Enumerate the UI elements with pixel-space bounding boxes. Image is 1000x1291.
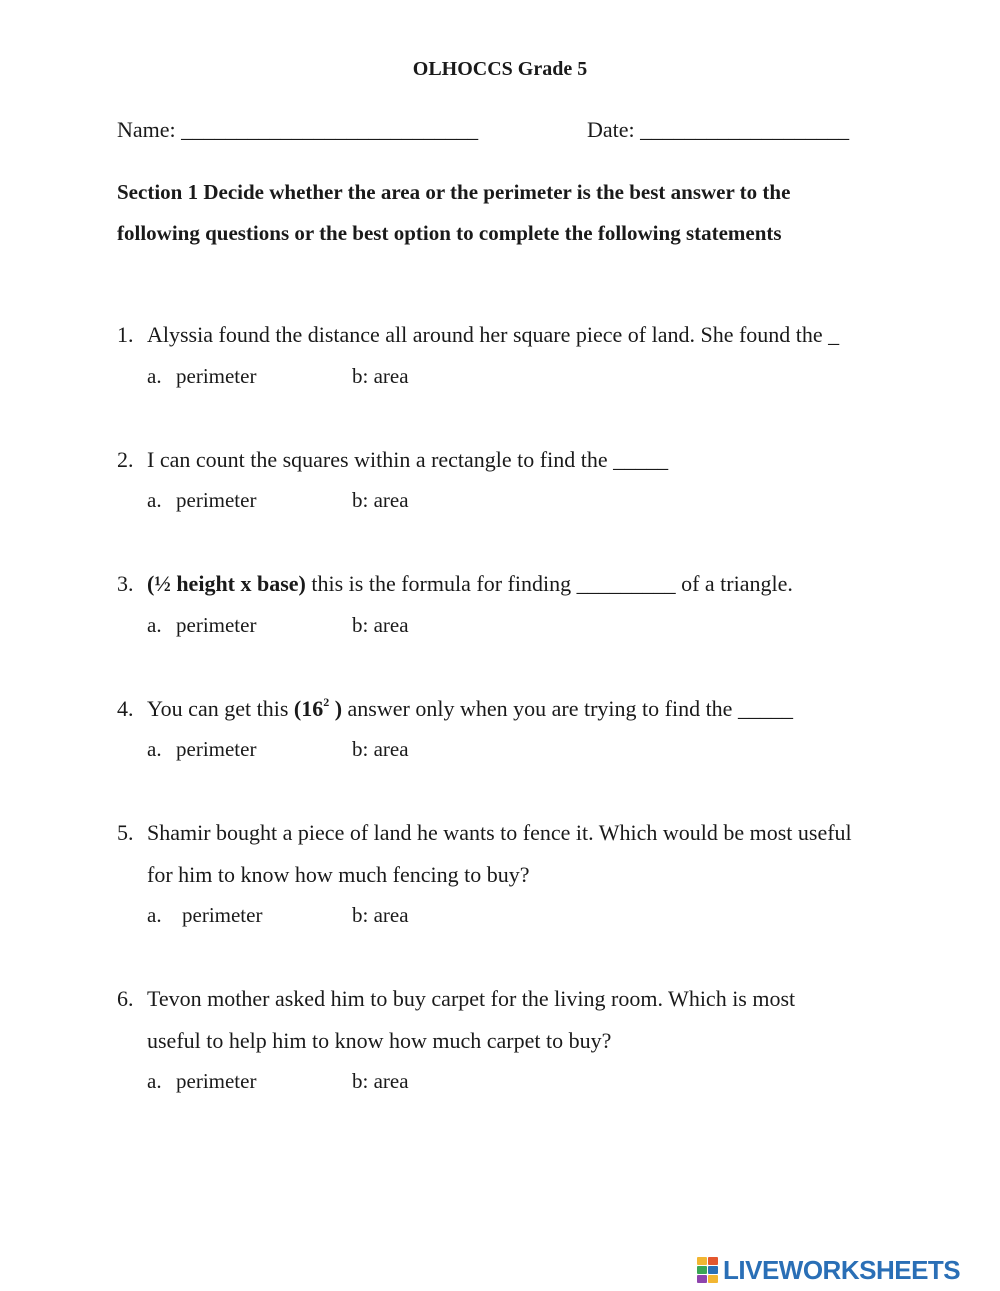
option-a-letter: a.	[147, 737, 162, 761]
question-expression-open: (16	[293, 696, 324, 721]
question-number: 1.	[117, 322, 134, 347]
question-exponent: 2	[323, 694, 330, 709]
option-a-perimeter[interactable]: perimeter	[176, 364, 257, 388]
question-expression-close: )	[329, 696, 343, 721]
question-number: 2.	[117, 447, 134, 472]
option-a-letter: a.	[147, 903, 162, 927]
liveworksheets-logo	[697, 1255, 960, 1285]
question-number: 6.	[117, 986, 134, 1011]
question-text-line-1: Tevon mother asked him to buy carpet for the living room. Which is most	[147, 986, 796, 1011]
option-b-area[interactable]: b: area	[352, 737, 409, 761]
option-b-area[interactable]: b: area	[352, 1069, 409, 1093]
logo-cubes-icon	[697, 1257, 719, 1283]
option-a-perimeter[interactable]: perimeter	[176, 613, 257, 637]
option-b-area[interactable]: b: area	[352, 488, 409, 512]
question-1	[117, 314, 839, 356]
option-b-area[interactable]: b: area	[352, 903, 409, 927]
question-number: 5.	[117, 820, 134, 845]
question-6	[117, 978, 795, 1061]
date-field-label: Date: ___________________	[587, 117, 850, 142]
question-formula: (½ height x base)	[147, 571, 306, 596]
question-text: I can count the squares within a rectangle to find the _____	[147, 447, 669, 472]
option-a-letter: a.	[147, 488, 162, 512]
logo-cube	[708, 1257, 718, 1265]
question-text-line-1: Shamir bought a piece of land he wants to fence it. Which would be most useful	[147, 820, 852, 845]
option-a-perimeter[interactable]: perimeter	[176, 737, 257, 761]
question-number: 4.	[117, 696, 134, 721]
section-heading	[117, 172, 790, 254]
option-a-letter: a.	[147, 1069, 162, 1093]
question-text-line-2: useful to help him to know how much carpet to buy?	[147, 1027, 612, 1053]
logo-wordmark: LIVEWORKSHEETS	[723, 1254, 961, 1285]
section-heading-line-1: Section 1 Decide whether the area or the perimeter is the best answer to the	[117, 180, 791, 204]
question-number: 3.	[117, 571, 134, 596]
option-a-letter: a.	[147, 364, 162, 388]
page-title: OLHOCCS Grade 5	[412, 58, 588, 80]
question-4	[117, 688, 793, 730]
name-field-label: Name: ___________________________	[117, 117, 479, 142]
question-text-line-2: for him to know how much fencing to buy?	[147, 861, 530, 887]
option-a-perimeter[interactable]: perimeter	[176, 1069, 257, 1093]
logo-cube	[697, 1266, 707, 1274]
logo-cube	[708, 1266, 718, 1274]
option-b-area[interactable]: b: area	[352, 364, 409, 388]
question-2	[117, 439, 668, 481]
option-a-perimeter[interactable]: perimeter	[182, 903, 263, 927]
question-text-after: answer only when you are trying to find the _____	[342, 696, 793, 721]
question-3	[117, 563, 793, 605]
section-heading-line-2: following questions or the best option to complete the following statements	[117, 221, 782, 245]
question-text-before: You can get this	[147, 696, 294, 721]
logo-cube	[708, 1275, 718, 1283]
question-text: this is the formula for finding _________ of a triangle.	[305, 571, 793, 596]
logo-cube	[697, 1257, 707, 1265]
question-text: Alyssia found the distance all around her square piece of land. She found the _	[147, 322, 840, 347]
option-a-perimeter[interactable]: perimeter	[176, 488, 257, 512]
question-5	[117, 812, 852, 895]
option-b-area[interactable]: b: area	[352, 613, 409, 637]
logo-cube	[697, 1275, 707, 1283]
option-a-letter: a.	[147, 613, 162, 637]
